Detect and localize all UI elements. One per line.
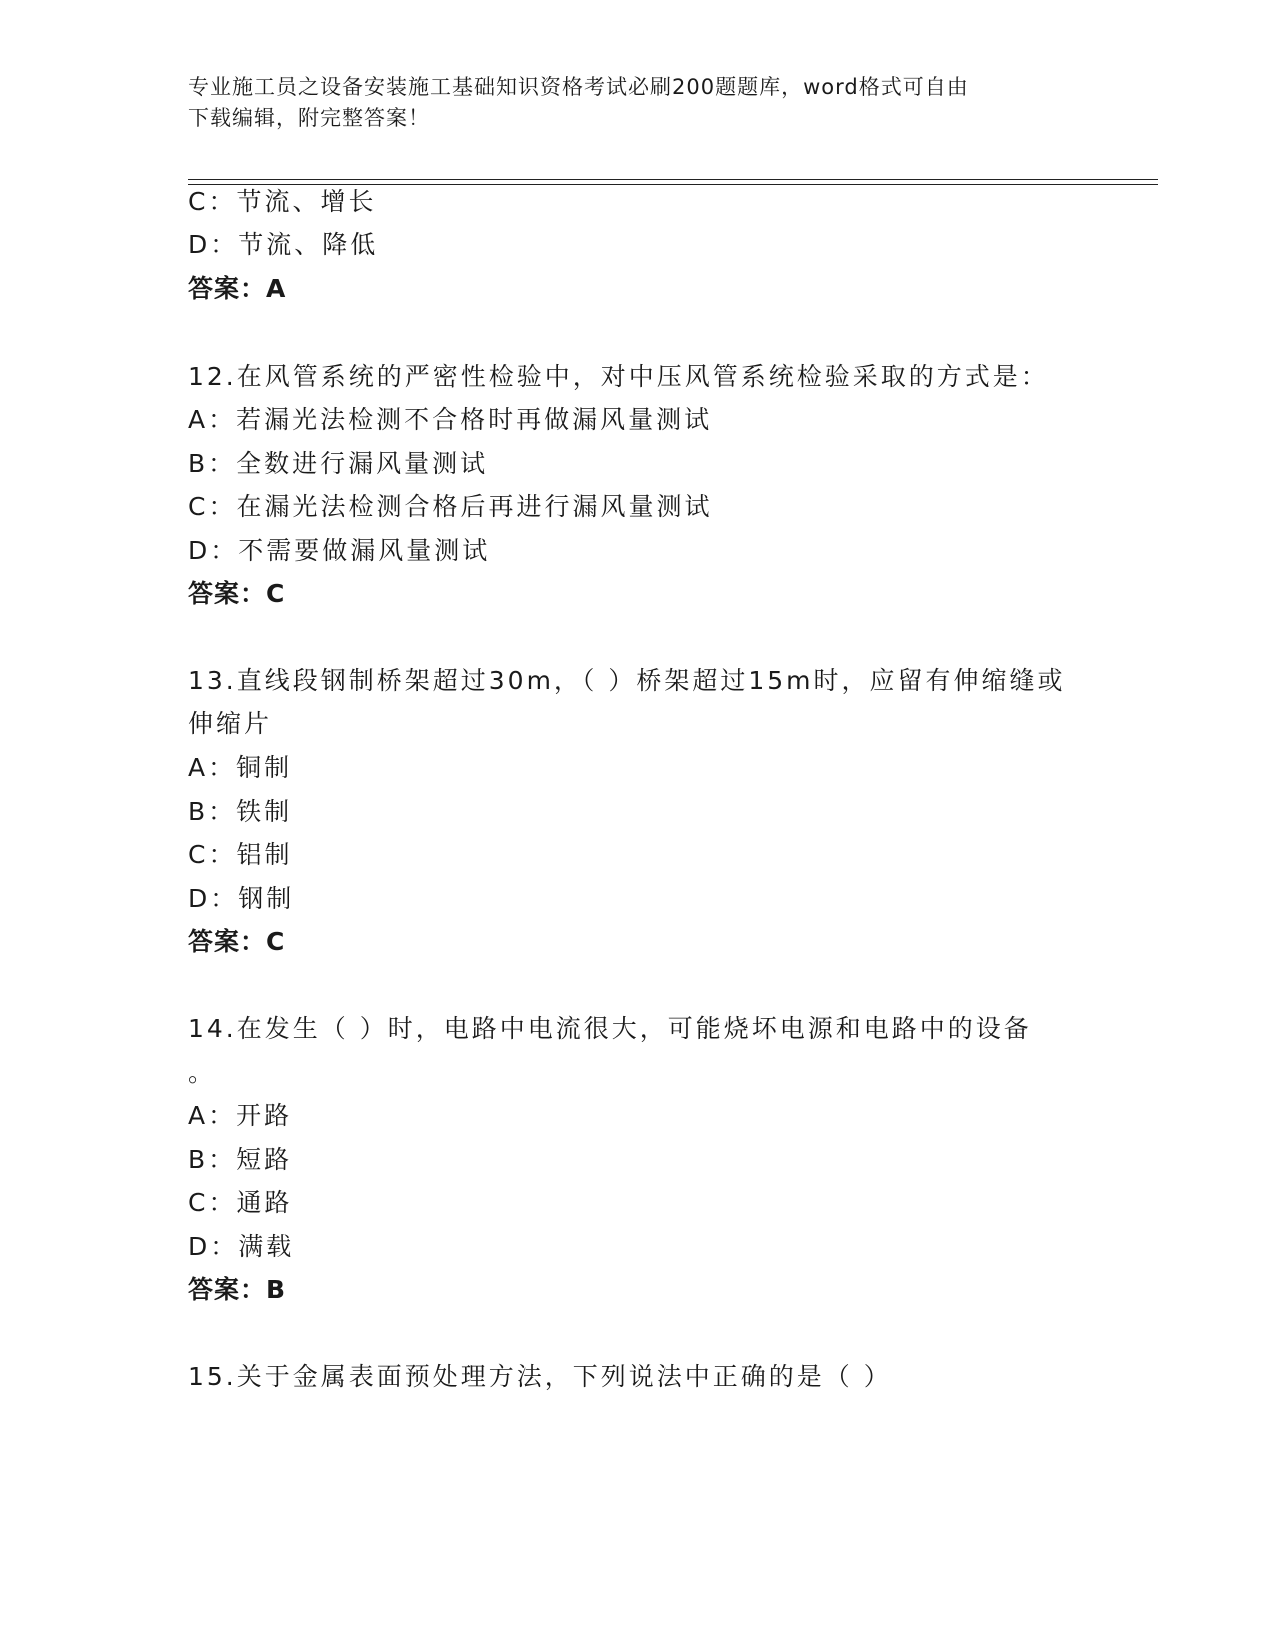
header-divider-top	[188, 179, 1158, 180]
q13-answer: 答案：C	[188, 927, 286, 956]
q13-option-a: A：铜制	[188, 753, 293, 782]
q12-option-a: A：若漏光法检测不合格时再做漏风量测试	[188, 405, 713, 434]
q14-answer: 答案：B	[188, 1275, 287, 1304]
document-header	[188, 72, 1088, 134]
header-line-2: 下载编辑，附完整答案！	[188, 106, 430, 130]
q13-option-c: C：铝制	[188, 840, 293, 869]
question-14-line-1: 14.在发生（ ）时，电路中电流很大，可能烧坏电源和电路中的设备	[188, 1014, 1032, 1043]
q14-option-c: C：通路	[188, 1188, 293, 1217]
q12-option-c: C：在漏光法检测合格后再进行漏风量测试	[188, 492, 713, 521]
question-15: 15.关于金属表面预处理方法，下列说法中正确的是（ ）	[188, 1362, 892, 1391]
option-d: D：节流、降低	[188, 230, 379, 259]
q12-option-d: D：不需要做漏风量测试	[188, 536, 491, 565]
question-12: 12.在风管系统的严密性检验中，对中压风管系统检验采取的方式是：	[188, 362, 1049, 391]
question-14-line-2: 。	[188, 1058, 217, 1087]
header-divider-bottom	[188, 184, 1158, 185]
answer-line: 答案：A	[188, 274, 287, 303]
q14-option-d: D：满载	[188, 1232, 295, 1261]
option-c: C：节流、增长	[188, 187, 377, 216]
q14-option-b: B：短路	[188, 1145, 293, 1174]
q14-option-a: A：开路	[188, 1101, 293, 1130]
q12-answer: 答案：C	[188, 579, 286, 608]
q12-option-b: B：全数进行漏风量测试	[188, 449, 489, 478]
header-line-1: 专业施工员之设备安装施工基础知识资格考试必刷200题题库，word格式可自由	[188, 75, 969, 99]
q13-option-b: B：铁制	[188, 797, 293, 826]
q13-option-d: D：钢制	[188, 884, 295, 913]
question-13-line-2: 伸缩片	[188, 709, 273, 738]
question-13-line-1: 13.直线段钢制桥架超过30m，（ ）桥架超过15m时，应留有伸缩缝或	[188, 666, 1066, 695]
